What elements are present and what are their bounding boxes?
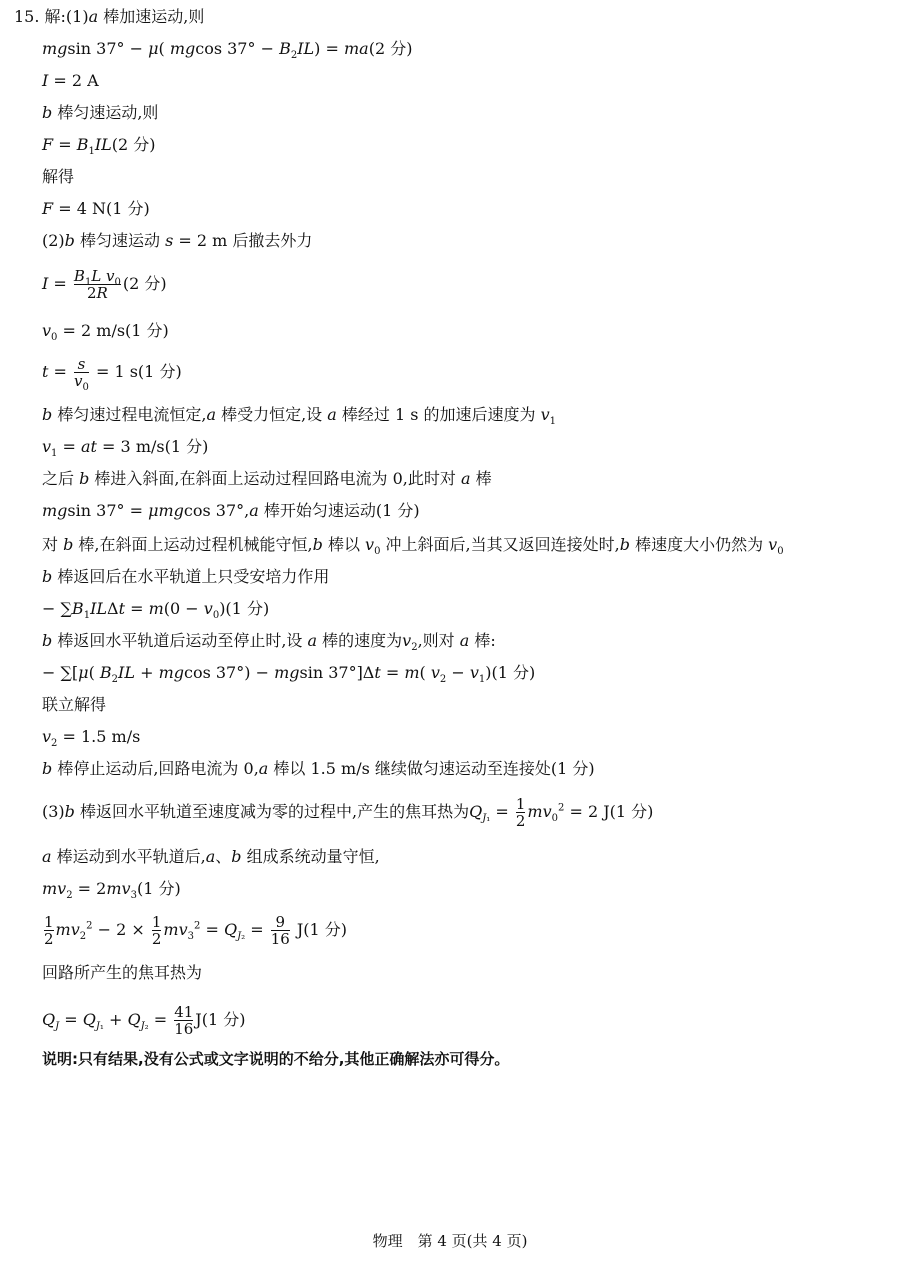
line-combined-solve: 联立解得 (42, 695, 107, 714)
equation-time: t = $\frac{s}{v_0}$ = 1 s(1 分) (42, 355, 182, 393)
line-part3: (3)b 棒返回水平轨道至速度减为零的过程中,产生的焦耳热为$Q_{J_1}$ = $\frac{1}{2}$ $mv_0^2 = 2$ J(1 分) (42, 795, 654, 830)
equation-force-value: F = 4 N(1 分) (42, 199, 150, 218)
line-b-return: b 棒返回后在水平轨道上只受安培力作用 (42, 567, 330, 586)
grading-note: 说明:只有结果,没有公式或文字说明的不给分,其他正确解法亦可得分。 (42, 1050, 510, 1068)
equation-impulse-b: − $\sum B_1IL\Delta t = m(0 - v_0)(1$ 分) (42, 599, 270, 622)
equation-slope-balance: mgsin 37° = μmgcos 37°,a 棒开始匀速运动(1 分) (42, 501, 420, 520)
equation-v1: $v_1$ = at = 3 m/s(1 分) (42, 437, 209, 460)
page-footer: 物理 第 4 页(共 4 页) (372, 1232, 528, 1250)
line-momentum: a 棒运动到水平轨道后,a、b 组成系统动量守恒, (42, 847, 380, 866)
equation-total-heat: $Q_J = Q_{J_1} + Q_{J_2}$ = $\frac{41}{16}$ J(1 分) (42, 1003, 246, 1038)
equation-force: $F = B_1IL(2$ 分) (42, 135, 156, 158)
equation-v0: $v_0 = 2$ m/s(1 分) (42, 321, 169, 344)
equation-current-emf: I = $\frac{B_1L v_0}{2R}$ (2 分) (42, 267, 167, 302)
equation-impulse-a: − ∑[μ( $B_2IL + mgcos$ 37°) − mgsin 37°]Δt = m( $v_2 - v_1)(1$ 分) (42, 663, 536, 686)
line-total-heat: 回路所产生的焦耳热为 (42, 963, 203, 982)
line-b-stopped: b 棒停止运动后,回路电流为 0,a 棒以 1.5 m/s 继续做匀速运动至连接处(1 分) (42, 759, 595, 778)
equation-heat-2: $\frac{1}{2}$ $mv_2^2 - 2$ × $\frac{1}{2}$ $mv_3^2 = Q_{J_2}$ = $\frac{9}{16}$ J(1 分) (44, 913, 348, 948)
line-1: 15. 解:(1)a 棒加速运动,则 (14, 7, 205, 26)
line-part2: (2)b 棒匀速运动 s = 2 m 后撤去外力 (42, 231, 313, 250)
line-solve: 解得 (42, 167, 75, 186)
line-b-uniform: b 棒匀速运动,则 (42, 103, 159, 122)
line-b-enters-slope: 之后 b 棒进入斜面,在斜面上运动过程回路电流为 0,此时对 a 棒 (42, 469, 492, 488)
equation-a-accel: mgsin 37° − μ( mgcos $37^\circ - B_2IL) = ma(2$ 分) (42, 39, 413, 62)
line-b-stops: b 棒返回水平轨道后运动至停止时,设 a 棒的速度为$v_2$,则对 a 棒: (42, 631, 496, 654)
equation-momentum: $mv_2 = 2mv_3(1$ 分) (42, 879, 181, 902)
line-b-constant-current: b 棒匀速过程电流恒定,a 棒受力恒定,设 a 棒经过 1 s 的加速后速度为 $v_1$ (42, 405, 557, 428)
line-energy-conservation: 对 b 棒,在斜面上运动过程机械能守恒,b 棒以 $v_0$ 冲上斜面后,当其又返回连接处时,b 棒速度大小仍然为 $v_0$ (42, 535, 784, 558)
equation-current: I = 2 A (42, 71, 99, 90)
equation-v2: $v_2 = 1.5$ m/s (42, 727, 141, 750)
